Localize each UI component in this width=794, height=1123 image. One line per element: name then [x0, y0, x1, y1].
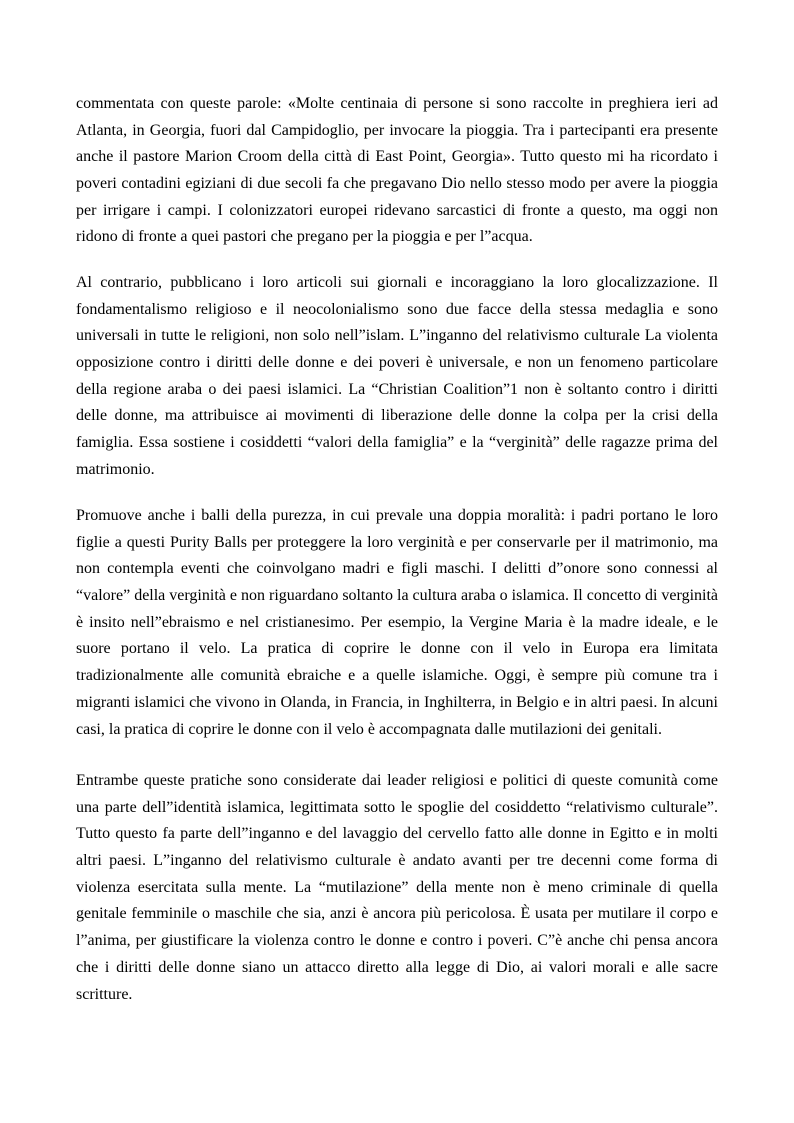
- text-line: l”anima, per giustificare la violenza contro le donne e contro i poveri. C”è anche chi pensa ancora: [76, 932, 718, 950]
- text-line: che i diritti delle donne siano un attacco diretto alla legge di Dio, ai valori morali e alle sacre: [76, 958, 718, 976]
- text-line: violenza esercitata sulla mente. La “mutilazione” della mente non è meno criminale di quella: [76, 878, 718, 896]
- text-line: suore portano il velo. La pratica di coprire le donne con il velo in Europa era limitata: [76, 640, 718, 658]
- text-line: non contempla eventi che coinvolgano madri e figli maschi. I delitti d”onore sono connessi al: [76, 560, 718, 578]
- text-line: opposizione contro i diritti delle donne e dei poveri è universale, e non un fenomeno particolare: [76, 354, 718, 372]
- text-line: Entrambe queste pratiche sono considerate dai leader religiosi e politici di queste comunità come: [76, 772, 718, 789]
- paragraph-4: [76, 768, 718, 1008]
- text-line: Tutto questo fa parte dell”inganno e del lavaggio del cervello fatto alle donne in Egitto e in molti: [76, 825, 718, 843]
- text-line: altri paesi. L”inganno del relativismo culturale è andato avanti per tre decenni come forma di: [76, 852, 718, 870]
- text-line: figlie a questi Purity Balls per proteggere la loro verginità e per conservarle per il matrimonio, ma: [76, 533, 718, 551]
- text-line: Atlanta, in Georgia, fuori dal Campidoglio, per invocare la pioggia. Tra i partecipanti era presente: [76, 121, 718, 139]
- text-line: scritture.: [76, 985, 133, 1003]
- text-line: poveri contadini egiziani di due secoli fa che pregavano Dio nello stesso modo per avere la pioggia: [76, 175, 718, 193]
- paragraph-2: [76, 270, 718, 484]
- text-line: per irrigare i campi. I colonizzatori europei ridevano sarcastici di fronte a questo, ma oggi non: [76, 201, 718, 219]
- text-line: genitale femminile o maschile che sia, anzi è ancora più pericolosa. È usata per mutilare il corpo e: [76, 905, 718, 923]
- paragraph-3: [76, 503, 718, 743]
- text-line: Promuove anche i balli della purezza, in cui prevale una doppia moralità: i padri portano le loro: [76, 507, 718, 524]
- text-line: casi, la pratica di coprire le donne con il velo è accompagnata dalle mutilazioni dei genitali.: [76, 720, 662, 738]
- text-line: Al contrario, pubblicano i loro articoli sui giornali e incoraggiano la loro glocalizzazione. Il: [76, 274, 718, 291]
- text-line: matrimonio.: [76, 460, 155, 478]
- text-line: migranti islamici che vivono in Olanda, in Francia, in Inghilterra, in Belgio e in altri paesi. In alcuni: [76, 693, 718, 711]
- paragraph-1: [76, 91, 718, 251]
- text-line: fondamentalismo religioso e il neocolonialismo sono due facce della stessa medaglia e sono: [76, 300, 718, 318]
- text-line: una parte dell”identità islamica, legittimata sotto le spoglie del cosiddetto “relativismo culturale”.: [76, 798, 718, 816]
- text-line: tradizionalmente alle comunità ebraiche e a quelle islamiche. Oggi, è sempre più comune tra i: [76, 667, 718, 685]
- text-line: anche il pastore Marion Croom della città di East Point, Georgia». Tutto questo mi ha ricordato i: [76, 148, 718, 166]
- text-line: famiglia. Essa sostiene i cosiddetti “valori della famiglia” e la “verginità” delle ragazze prima del: [76, 434, 718, 452]
- text-line: “valore” della verginità e non riguardano soltanto la cultura araba o islamica. Il concetto di verginità: [76, 587, 718, 605]
- text-line: ridono di fronte a quei pastori che pregano per la pioggia e per l”acqua.: [76, 228, 533, 246]
- text-line: è insito nell”ebraismo e nel cristianesimo. Per esempio, la Vergine Maria è la madre ideale, e le: [76, 613, 718, 631]
- text-line: universali in tutte le religioni, non solo nell”islam. L”inganno del relativismo culturale La violenta: [76, 327, 718, 345]
- text-line: commentata con queste parole: «Molte centinaia di persone si sono raccolte in preghiera ieri ad: [76, 95, 718, 112]
- text-line: della regione araba o dei paesi islamici. La “Christian Coalition”1 non è soltanto contro i diritti: [76, 380, 718, 398]
- text-line: delle donne, ma attribuisce ai movimenti di liberazione delle donne la colpa per la crisi della: [76, 407, 718, 425]
